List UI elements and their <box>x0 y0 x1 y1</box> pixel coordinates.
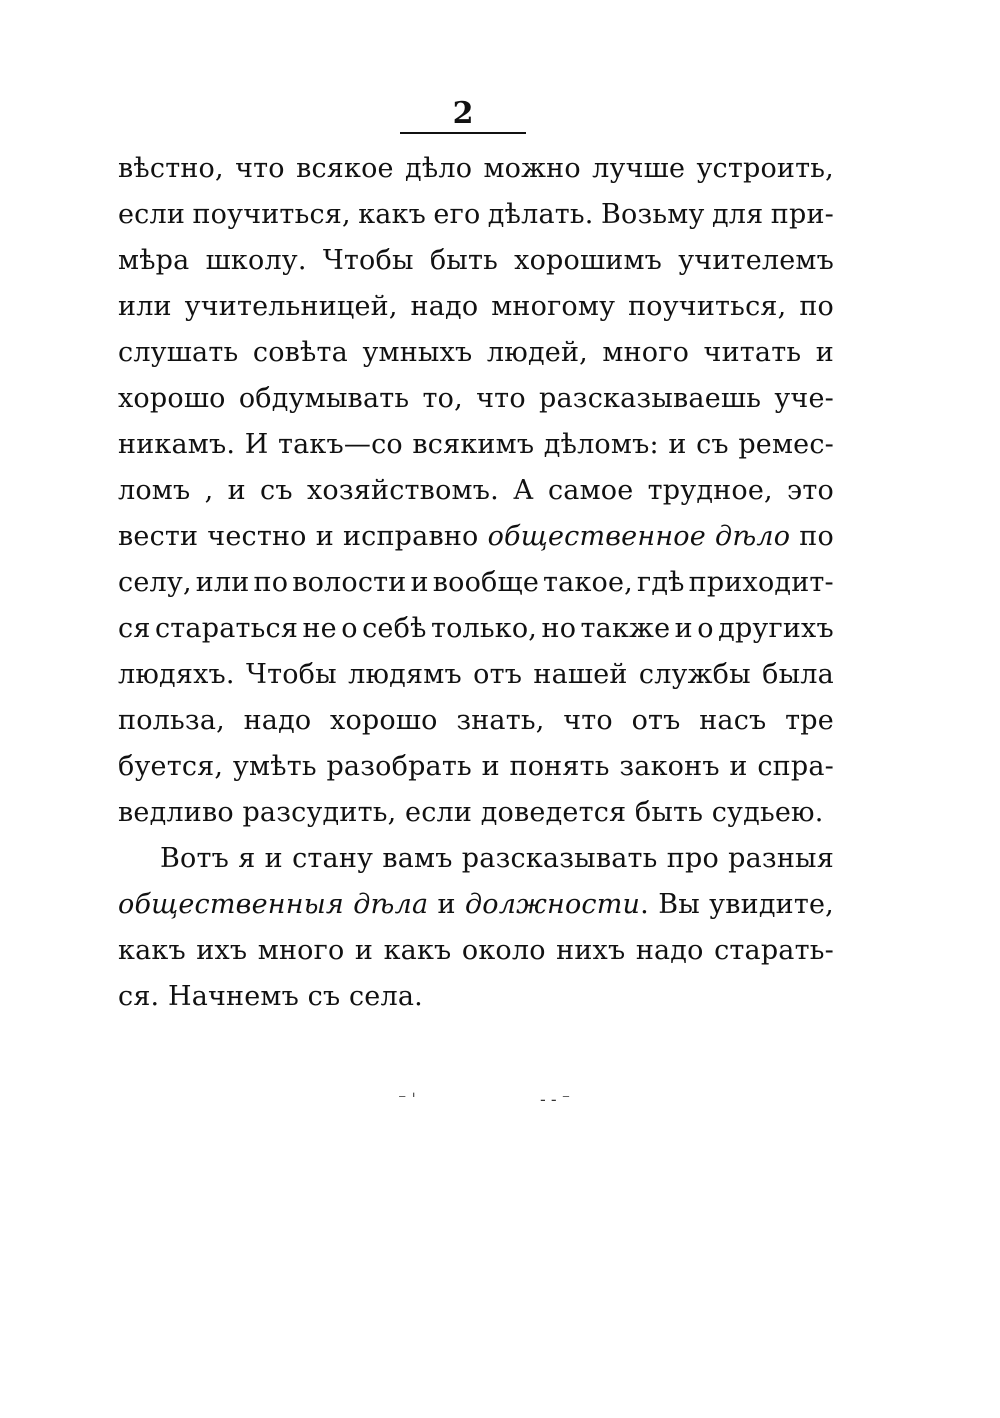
word: при- <box>770 199 834 230</box>
word: доведется <box>480 797 627 828</box>
word: то, <box>422 383 463 414</box>
word: вообще <box>432 567 539 598</box>
word: и <box>437 889 456 920</box>
word: ся <box>118 613 151 644</box>
word: совѣта <box>252 337 348 368</box>
paragraph <box>118 836 834 1020</box>
word: дѣла <box>353 889 429 920</box>
word: быть <box>429 245 498 276</box>
word: волости <box>292 567 407 598</box>
text-line <box>118 928 834 974</box>
word: вамъ <box>382 843 453 874</box>
word: дѣлать. <box>487 199 594 230</box>
word: разсудить, <box>242 797 397 828</box>
word: службы <box>638 659 751 690</box>
word: какъ <box>118 935 186 966</box>
word: и <box>227 475 246 506</box>
word: другихъ <box>718 613 834 644</box>
word: понять <box>509 751 610 782</box>
word: съ <box>260 475 293 506</box>
word: вѣстно, <box>118 153 224 184</box>
word: что <box>563 705 613 736</box>
word: что <box>235 153 285 184</box>
word: и <box>315 521 334 552</box>
word: отъ <box>631 705 681 736</box>
word: какъ <box>358 199 427 230</box>
end-ornament-right: ‐ ‐ ⁻ <box>540 1090 571 1109</box>
word: людяхъ. <box>118 659 235 690</box>
word: для <box>711 199 764 230</box>
word: нихъ <box>556 935 626 966</box>
word: читать <box>703 337 802 368</box>
text-line <box>118 192 834 238</box>
word: должности. <box>464 889 649 920</box>
word: умныхъ <box>362 337 473 368</box>
word: дѣло <box>405 153 473 184</box>
word: о <box>341 613 358 644</box>
text-line <box>118 974 834 1020</box>
word: ведливо <box>118 797 234 828</box>
word: общественное <box>487 521 706 552</box>
word: нашей <box>533 659 628 690</box>
word: также <box>580 613 671 644</box>
word: его <box>433 199 481 230</box>
word: дѣло <box>715 521 791 552</box>
word: надо <box>410 291 479 322</box>
word: всякимъ <box>412 429 535 460</box>
word: тре <box>785 705 834 736</box>
word: съ <box>307 981 341 1012</box>
word: была <box>762 659 834 690</box>
word: разобрать <box>326 751 472 782</box>
text-line <box>118 468 834 514</box>
word: устроить, <box>696 153 834 184</box>
word: по <box>253 567 289 598</box>
word: только, <box>430 613 538 644</box>
word: если <box>405 797 473 828</box>
word: уче- <box>774 383 834 414</box>
word: и <box>481 751 500 782</box>
word: дѣломъ: <box>543 429 659 460</box>
word: селу, <box>118 567 192 598</box>
word: поучиться, <box>192 199 351 230</box>
word: ихъ <box>196 935 248 966</box>
word: стараться <box>154 613 299 644</box>
word: учительницей, <box>184 291 398 322</box>
word: поучиться, <box>628 291 787 322</box>
text-line <box>118 422 834 468</box>
word: старать- <box>714 935 834 966</box>
text-line <box>118 652 834 698</box>
word: знать, <box>456 705 545 736</box>
page-number: 2 <box>452 96 474 131</box>
word: судьею. <box>711 797 824 828</box>
text-line <box>118 376 834 422</box>
word: трудное, <box>647 475 773 506</box>
word: Чтобы <box>322 245 414 276</box>
word: такъ—со <box>277 429 403 460</box>
body-text <box>118 146 834 1020</box>
text-line <box>118 146 834 192</box>
word: законъ <box>619 751 720 782</box>
word: людей, <box>486 337 588 368</box>
word: отъ <box>473 659 523 690</box>
word: но <box>541 613 577 644</box>
word: и <box>674 613 693 644</box>
word: разныя <box>728 843 834 874</box>
word: Чтобы <box>246 659 337 690</box>
word: около <box>461 935 546 966</box>
word: вести <box>118 521 199 552</box>
text-line <box>118 790 834 836</box>
word: и <box>264 843 283 874</box>
word: о <box>697 613 714 644</box>
word: честно <box>207 521 307 552</box>
word: про <box>666 843 719 874</box>
paragraph <box>118 146 834 836</box>
word: самое <box>547 475 634 506</box>
word: мѣра <box>118 245 190 276</box>
word: , <box>204 475 214 506</box>
word: быть <box>634 797 704 828</box>
word: И <box>244 429 269 460</box>
word: это <box>787 475 834 506</box>
word: по <box>799 521 834 552</box>
word: исправно <box>342 521 479 552</box>
word: Вотъ <box>160 843 230 874</box>
word: спра- <box>757 751 834 782</box>
word: польза, <box>118 705 225 736</box>
word: лучше <box>592 153 686 184</box>
word: съ <box>696 429 729 460</box>
end-ornament-left: ⁻ ˈ <box>398 1090 416 1109</box>
word: гдѣ <box>636 567 685 598</box>
word: не <box>302 613 337 644</box>
word: много <box>257 935 345 966</box>
text-line <box>118 330 834 376</box>
word: ломъ <box>118 475 191 506</box>
word: разсказываешь <box>539 383 762 414</box>
word: или <box>118 291 172 322</box>
word: такое, <box>543 567 633 598</box>
word: или <box>195 567 250 598</box>
word: А <box>513 475 534 506</box>
word: если <box>118 199 186 230</box>
word: насъ <box>699 705 767 736</box>
word: никамъ. <box>118 429 236 460</box>
word: по <box>799 291 834 322</box>
word: надо <box>635 935 704 966</box>
word: себѣ <box>362 613 427 644</box>
word: хорошо <box>118 383 226 414</box>
word: людямъ <box>348 659 462 690</box>
word: общественныя <box>118 889 344 920</box>
text-line <box>118 284 834 330</box>
word: ся. <box>118 981 160 1012</box>
word: и <box>354 935 374 966</box>
word: можно <box>483 153 581 184</box>
text-line <box>118 744 834 790</box>
word: много <box>602 337 690 368</box>
word: Начнемъ <box>167 981 300 1012</box>
word: надо <box>243 705 312 736</box>
page-number-rule <box>400 132 526 134</box>
word: села. <box>348 981 423 1012</box>
word: стану <box>292 843 374 874</box>
text-line <box>118 560 834 606</box>
word: многому <box>491 291 616 322</box>
text-line <box>118 606 834 652</box>
word: и <box>410 567 429 598</box>
word: хорошимъ <box>514 245 663 276</box>
word: что <box>476 383 526 414</box>
word: какъ <box>383 935 452 966</box>
word: школу. <box>205 245 307 276</box>
word: умѣть <box>232 751 317 782</box>
word: Возьму <box>600 199 705 230</box>
word: разсказывать <box>461 843 658 874</box>
text-line <box>118 238 834 284</box>
word: учителемъ <box>678 245 834 276</box>
text-line <box>118 882 834 928</box>
text-line <box>118 514 834 560</box>
word: хозяйствомъ. <box>306 475 499 506</box>
word: приходит- <box>688 567 834 598</box>
word: Вы <box>658 889 700 920</box>
word: обдумывать <box>238 383 410 414</box>
word: всякое <box>296 153 394 184</box>
word: я <box>238 843 256 874</box>
text-line <box>118 698 834 744</box>
word: и <box>815 337 834 368</box>
word: хорошо <box>330 705 438 736</box>
word: слушать <box>118 337 239 368</box>
word: ремес- <box>738 429 834 460</box>
word: увидите, <box>709 889 834 920</box>
word: и <box>668 429 687 460</box>
text-line <box>118 836 834 882</box>
word: и <box>729 751 748 782</box>
word: буется, <box>118 751 224 782</box>
